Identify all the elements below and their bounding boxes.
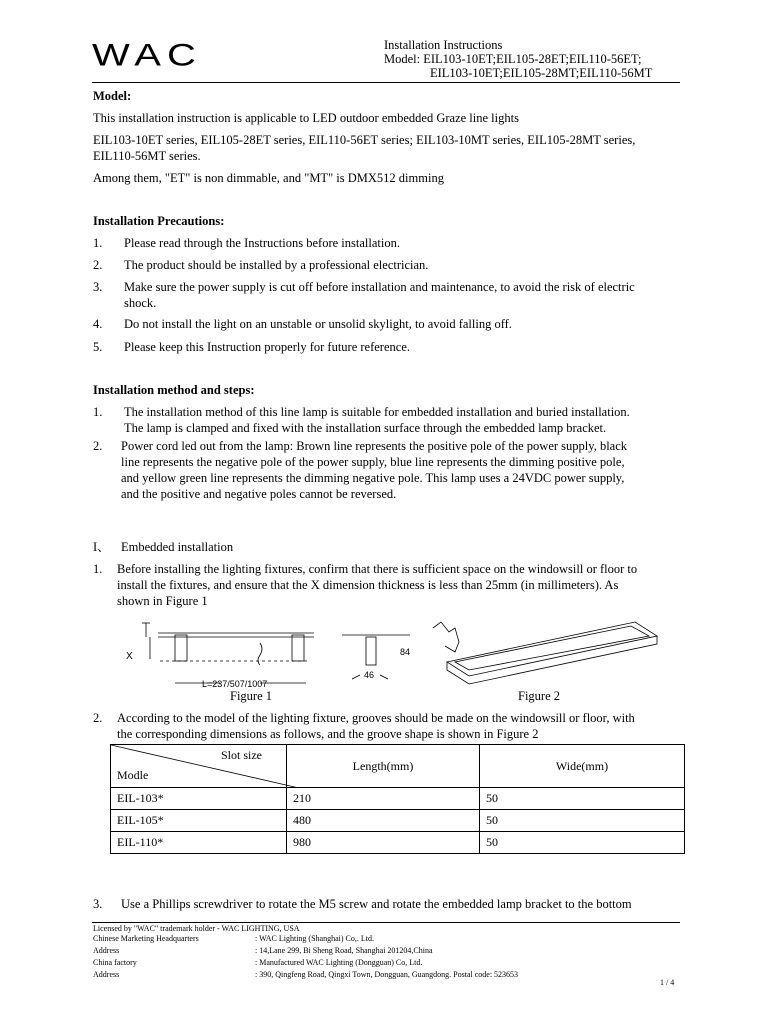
wac-logo: WAC (92, 38, 202, 73)
method-item (0, 404, 770, 438)
footer-rule (92, 922, 680, 923)
precaution-text: The product should be installed by a professional electrician. (124, 258, 429, 272)
step-number: 1. (93, 562, 103, 576)
precaution-text: Do not install the light on an unstable or unsolid skylight, to avoid falling off. (124, 317, 512, 331)
precaution-number: 5. (93, 340, 103, 354)
header-block (384, 38, 652, 80)
precaution-text: Please read through the Instructions before installation. (124, 236, 400, 250)
table-row (111, 788, 685, 810)
footer-value: : 14,Lane 299, Bi Sheng Road, Shanghai 201204,China (255, 946, 433, 955)
footer-key: Address (93, 946, 120, 955)
figure-1-label-46: 46 (364, 670, 375, 680)
corner-bottom-label: Modle (117, 768, 149, 782)
step-1 (0, 561, 770, 611)
precaution-text: Please keep this Instruction properly for future reference. (124, 340, 410, 354)
footer-row (93, 934, 683, 946)
cell-length: 480 (287, 810, 480, 832)
step-2 (0, 710, 770, 744)
method-line: The lamp is clamped and fixed with the installation surface through the embedded lamp bracket. (124, 421, 607, 435)
precaution-number: 3. (93, 280, 103, 294)
step-line: According to the model of the lighting fixture, grooves should be made on the windowsill or floor, with (117, 711, 635, 725)
precaution-item (0, 257, 770, 277)
step-line: Use a Phillips screwdriver to rotate the M5 screw and rotate the embedded lamp bracket to the bottom (121, 897, 632, 911)
col-header-length: Length(mm) (287, 745, 480, 788)
step-number: 3. (93, 897, 103, 911)
table-header-row (111, 745, 685, 788)
model-heading: Model: (93, 89, 132, 103)
footer-row (93, 946, 683, 958)
figure-1-label-length: L=237/507/1007 (202, 679, 268, 689)
method-number: 1. (93, 405, 103, 419)
cell-model: EIL-110* (111, 832, 287, 854)
corner-top-label: Slot size (221, 748, 262, 762)
method-number: 2. (93, 439, 103, 453)
figure-2-drawing (425, 618, 675, 690)
model-p3: Among them, "ET" is non dimmable, and "MT" is DMX512 dimming (93, 171, 444, 185)
table-corner-cell (111, 745, 287, 788)
model-p2a: EIL103-10ET series, EIL105-28ET series, EIL110-56ET series; EIL103-10MT series, EIL105-28MT series, (93, 133, 636, 147)
slot-size-table (110, 744, 685, 854)
header-model-line2: EIL103-10ET;EIL105-28MT;EIL110-56MT (430, 66, 653, 80)
cell-width: 50 (480, 810, 685, 832)
footer-row (93, 970, 683, 982)
table-row (111, 832, 685, 854)
step-line: shown in Figure 1 (117, 594, 208, 608)
figure-1-label-x: X (126, 651, 133, 662)
precaution-item (0, 316, 770, 336)
embedded-heading: Embedded installation (121, 540, 234, 554)
col-header-width: Wide(mm) (480, 745, 685, 788)
model-p1: This installation instruction is applicable to LED outdoor embedded Graze line lights (93, 111, 519, 125)
figure-1-drawing (120, 615, 420, 695)
footer-key: Chinese Marketing Headquarters (93, 934, 199, 943)
cell-length: 980 (287, 832, 480, 854)
header-model-line1: Model: EIL103-10ET;EIL105-28ET;EIL110-56ET; (384, 52, 642, 66)
footer-key: China factory (93, 958, 137, 967)
precaution-text-cont: shock. (124, 296, 157, 310)
footer-value: : 390, Qingfeng Road, Qingxi Town, Dongguan, Guangdong. Postal code: 523653 (255, 970, 519, 979)
figure-1-label-84: 84 (400, 647, 411, 657)
method-line: Power cord led out from the lamp: Brown line represents the positive pole of the power supply, black (121, 439, 628, 453)
precaution-item (0, 339, 770, 359)
section-roman: I、 (93, 540, 110, 554)
model-p2b: EIL110-56MT series. (93, 149, 201, 163)
precaution-number: 2. (93, 258, 103, 272)
step-line: Before installing the lighting fixtures, confirm that there is sufficient space on the windowsill or floor to (117, 562, 638, 576)
method-heading: Installation method and steps: (93, 383, 255, 397)
cell-width: 50 (480, 832, 685, 854)
precaution-item (0, 235, 770, 255)
step-line: the corresponding dimensions as follows, and the groove shape is shown in Figure 2 (117, 727, 539, 741)
step-number: 2. (93, 711, 103, 725)
footer-row (93, 958, 683, 970)
figure-1-caption: Figure 1 (230, 689, 273, 703)
footer-value: : Manufactured WAC Lighting (Dongguan) Co, Ltd. (255, 958, 423, 967)
page-number: 1 / 4 (660, 978, 675, 987)
precaution-item (0, 279, 770, 313)
method-line: The installation method of this line lamp is suitable for embedded installation and buried installation. (124, 405, 630, 419)
step-3 (0, 896, 770, 914)
method-line: and the positive and negative poles cannot be reversed. (121, 487, 397, 501)
cell-width: 50 (480, 788, 685, 810)
step-line: install the fixtures, and ensure that the X dimension thickness is less than 25mm (in millimeters). As (117, 578, 619, 592)
cell-model: EIL-105* (111, 810, 287, 832)
method-line: line represents the negative pole of the power supply, blue line represents the dimming positive pole, (121, 455, 625, 469)
precaution-text: Make sure the power supply is cut off before installation and maintenance, to avoid the risk of electric (124, 280, 635, 294)
method-item (0, 438, 770, 504)
footer-licensed: Licensed by "WAC" trademark holder - WAC LIGHTING, USA (93, 924, 300, 933)
table-row (111, 810, 685, 832)
method-line: and yellow green line represents the dimming negative pole. This lamp uses a 24VDC power supply, (121, 471, 625, 485)
header-title: Installation Instructions (384, 38, 503, 52)
footer-key: Address (93, 970, 120, 979)
cell-length: 210 (287, 788, 480, 810)
footer-value: : WAC Lighting (Shanghai) Co,. Ltd. (255, 934, 374, 943)
header-rule (92, 82, 680, 83)
figure-2-caption: Figure 2 (518, 689, 561, 703)
precaution-number: 4. (93, 317, 103, 331)
precaution-number: 1. (93, 236, 103, 250)
cell-model: EIL-103* (111, 788, 287, 810)
precautions-heading: Installation Precautions: (93, 214, 225, 228)
footer (93, 924, 683, 982)
